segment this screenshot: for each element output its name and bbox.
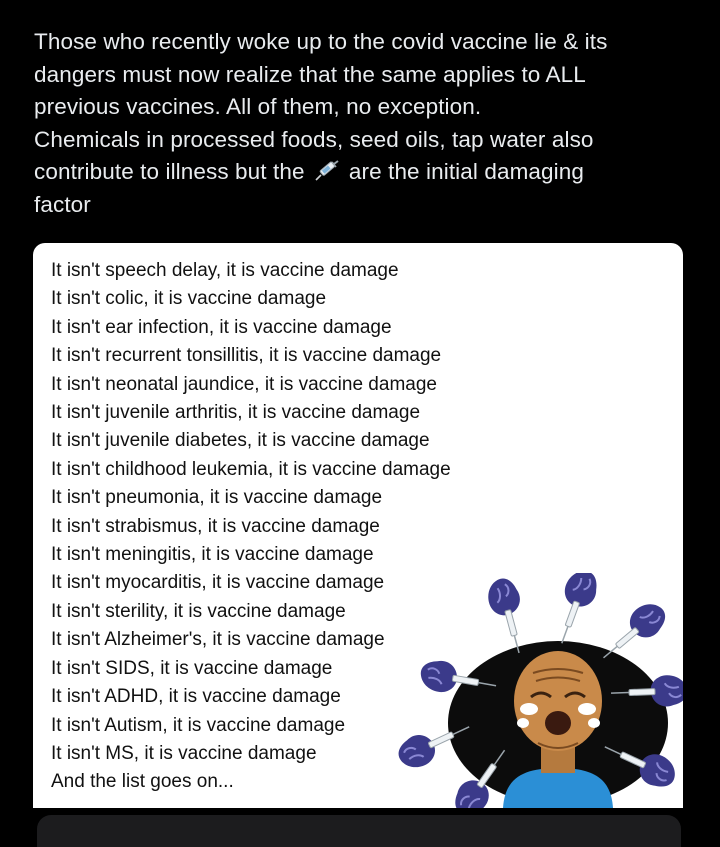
list-item: It isn't childhood leukemia, it is vaccine damage [51, 458, 451, 480]
post-line: Those who recently woke up to the covid vaccine lie & its [34, 29, 608, 54]
list-item: It isn't recurrent tonsillitis, it is vaccine damage [51, 345, 442, 367]
list-item: It isn't SIDS, it is vaccine damage [51, 657, 333, 679]
post-line: previous vaccines. All of them, no exception. [34, 94, 482, 119]
list-item: It isn't Alzheimer's, it is vaccine damage [51, 629, 385, 651]
list-item: It isn't juvenile arthritis, it is vaccine damage [51, 402, 421, 424]
list-item: It isn't juvenile diabetes, it is vaccine damage [51, 430, 430, 452]
list-item: It isn't neonatal jaundice, it is vaccine damage [51, 373, 437, 395]
baby-head [514, 651, 602, 751]
syringe-glove-icon [547, 573, 602, 648]
list-item: It isn't pneumonia, it is vaccine damage [51, 487, 383, 509]
list-item: It isn't speech delay, it is vaccine damage [51, 260, 399, 281]
list-item: It isn't sterility, it is vaccine damage [51, 600, 346, 622]
baby-mouth [545, 711, 571, 735]
post-line: factor [34, 191, 91, 217]
post-line: dangers must now realize that the same applies to ALL [34, 61, 586, 87]
post-line-part: are the initial damaging [348, 159, 584, 184]
list-item: It isn't ADHD, it is vaccine damage [51, 686, 341, 708]
post-line [34, 156, 694, 189]
list-item: It isn't Autism, it is vaccine damage [51, 714, 346, 736]
list-item: It isn't meningitis, it is vaccine damage [51, 544, 374, 566]
list-item: It isn't ear infection, it is vaccine damage [51, 316, 392, 338]
list-item: And the list goes on... [51, 771, 234, 793]
list-item: It isn't colic, it is vaccine damage [51, 288, 327, 310]
list-item: It isn't strabismus, it is vaccine damage [51, 515, 380, 537]
list-item: It isn't MS, it is vaccine damage [51, 742, 317, 764]
post-line: Chemicals in processed foods, seed oils, tap water also [34, 126, 594, 152]
list-item: It isn't myocarditis, it is vaccine damage [51, 572, 385, 594]
post-line-part: contribute to illness but the [34, 159, 305, 184]
syringe-icon [313, 159, 341, 181]
crying-baby-illustration [373, 573, 683, 808]
image-card[interactable] [33, 243, 683, 808]
next-post-edge[interactable] [37, 815, 681, 847]
post-text [34, 26, 694, 221]
